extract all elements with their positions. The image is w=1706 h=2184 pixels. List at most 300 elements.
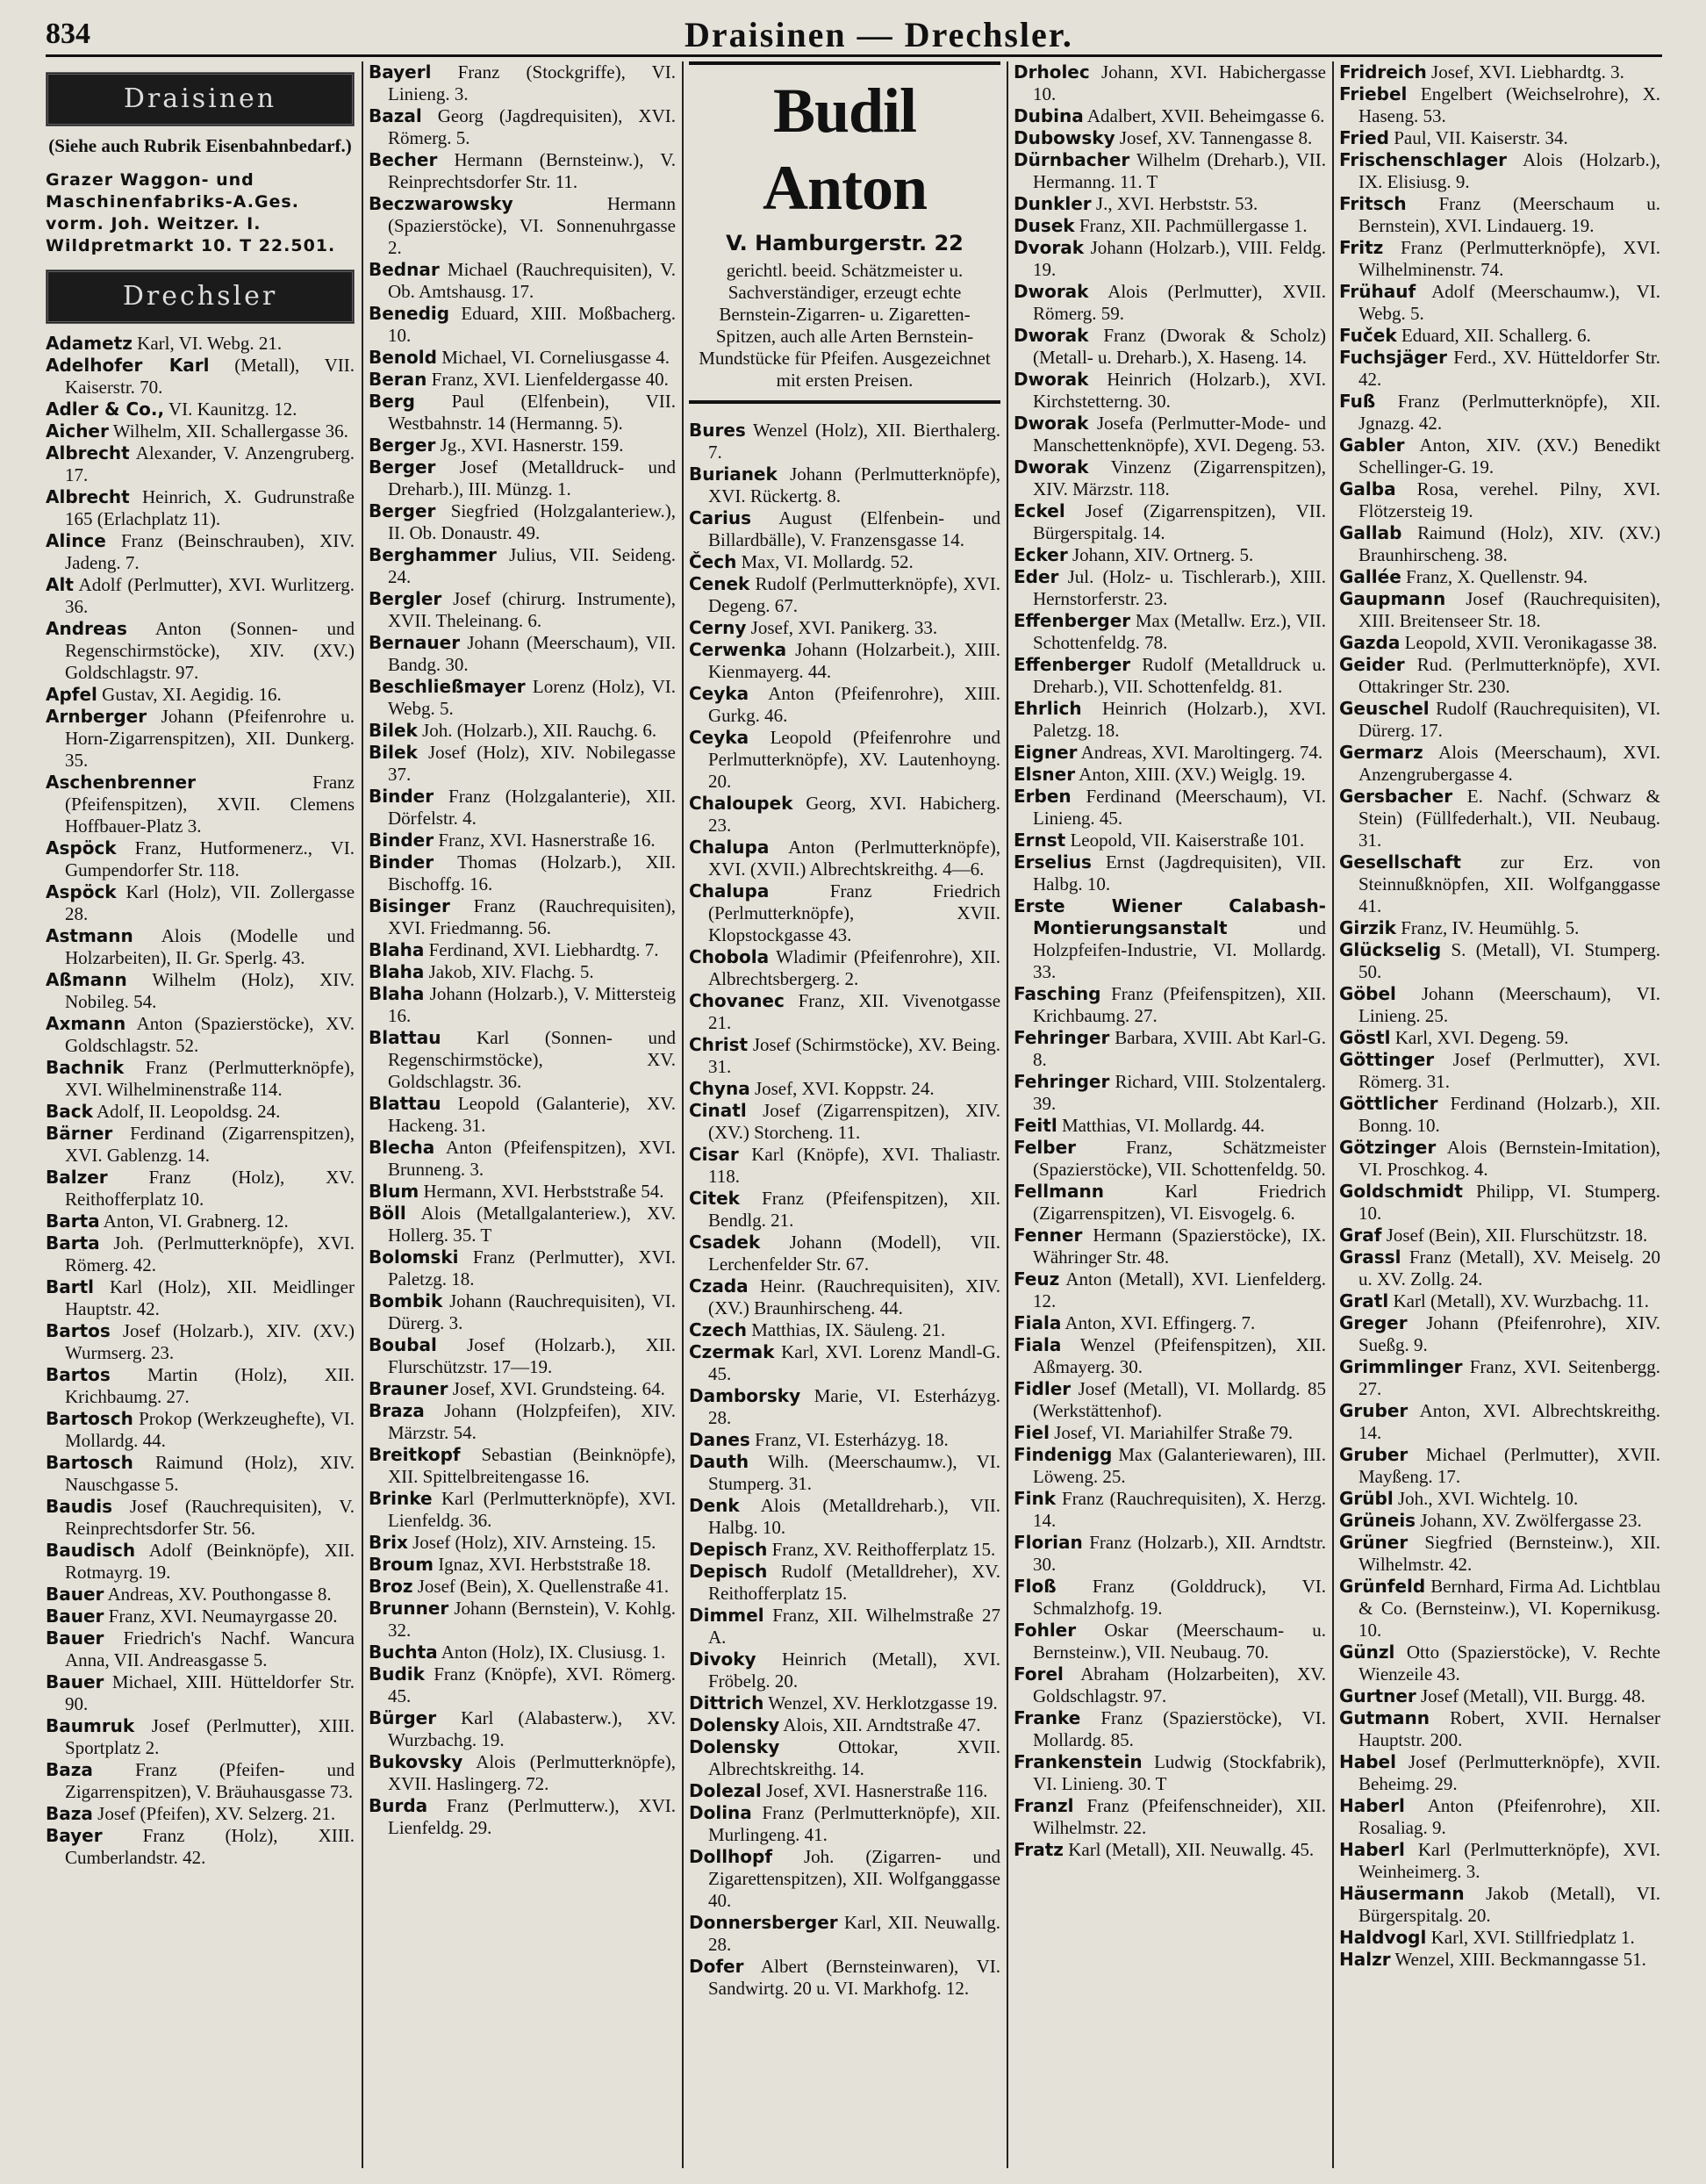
entry-details: Marie, VI. Esterházyg. 28. — [708, 1385, 1000, 1428]
entry-name: Arnberger — [46, 706, 147, 727]
entry-name: Grimmlinger — [1339, 1356, 1463, 1377]
entry-details: Franz, XVI. Seitenbergg. 27. — [1358, 1356, 1660, 1399]
entry-details: Siegfried (Bernsteinw.), XII. Wilhelmstr. 42. — [1358, 1532, 1660, 1575]
entry-details: Friedrich's Nachf. Wancura Anna, VII. Andreasgasse 5. — [65, 1627, 355, 1670]
directory-entry — [369, 1532, 676, 1554]
directory-entry — [46, 486, 355, 530]
directory-entry — [369, 259, 676, 303]
directory-entry — [369, 1093, 676, 1137]
entry-details: Josef (Bein), X. Quellenstraße 41. — [417, 1576, 670, 1597]
entry-name: Barta — [46, 1232, 100, 1254]
entry-name: Florian — [1014, 1532, 1083, 1553]
entry-name: Denk — [689, 1495, 740, 1516]
entry-details: Josef (Metall), VII. Burgg. 48. — [1421, 1685, 1645, 1706]
entry-name: Eigner — [1014, 742, 1078, 763]
entry-details: Lorenz (Holz), VI. Webg. 5. — [388, 676, 676, 719]
entry-name: Girzik — [1339, 917, 1396, 938]
entry-name: Geuschel — [1339, 698, 1430, 719]
entry-details: Wilhelm (Dreharb.), VII. Hermanng. 11. T — [1033, 149, 1326, 192]
directory-entry — [689, 420, 1000, 463]
entry-name: Alince — [46, 530, 106, 551]
entry-name: Brauner — [369, 1378, 448, 1399]
entry-name: Depisch — [689, 1561, 768, 1582]
entry-name: Göstl — [1339, 1027, 1391, 1048]
entry-name: Fried — [1339, 127, 1389, 148]
entry-details: Andreas, XVI. Maroltingerg. 74. — [1080, 742, 1323, 763]
entry-name: Citek — [689, 1188, 740, 1209]
entry-name: Dofer — [689, 1956, 744, 1977]
entry-name: Chalupa — [689, 837, 770, 858]
entry-details: Richard, VIII. Stolzentalerg. 39. — [1033, 1071, 1326, 1114]
entry-name: Bayerl — [369, 61, 432, 83]
directory-entry — [46, 1627, 355, 1671]
directory-entry — [1339, 1356, 1660, 1400]
directory-entry — [46, 1057, 355, 1101]
entry-details: Franz (Rauchrequisiten), XVI. Friedmanng. 56. — [388, 895, 676, 938]
entry-name: Aicher — [46, 420, 109, 442]
directory-entry — [689, 1275, 1000, 1319]
entry-name: Cinatl — [689, 1100, 747, 1121]
entry-details: Prokop (Werkzeughefte), VI. Mollardg. 44. — [65, 1408, 355, 1451]
entry-name: Ehrlich — [1014, 698, 1082, 719]
directory-entry — [46, 969, 355, 1013]
entry-details: Karl Friedrich (Zigarrenspitzen), VI. Eisvogelg. 6. — [1033, 1181, 1326, 1224]
entry-name: Czada — [689, 1275, 749, 1297]
entry-details: Anton (Pfeifenrohre), XIII. Gurkg. 46. — [708, 683, 1000, 726]
entry-details: Josef (Perlmutter), XVI. Römerg. 31. — [1358, 1049, 1660, 1092]
entry-details: Anton, XVI. Effingerg. 7. — [1064, 1312, 1256, 1333]
entry-details: Wenzel (Holz), XII. Bierthalerg. 7. — [708, 420, 1000, 463]
entry-details: Philipp, VI. Stumperg. 10. — [1358, 1181, 1660, 1224]
entry-name: Grüneis — [1339, 1510, 1416, 1531]
entry-details: Josef (Metalldruck- und Dreharb.), III. Münzg. 1. — [388, 456, 676, 499]
entry-details: Heinr. (Rauchrequisiten), XIV. (XV.) Braunhirscheng. 44. — [708, 1275, 1000, 1318]
entry-name: Bauer — [46, 1627, 104, 1649]
entry-name: Grüner — [1339, 1532, 1409, 1553]
entry-details: Franz, XII. Wilhelmstraße 27 A. — [708, 1605, 1000, 1648]
entry-name: Czech — [689, 1319, 747, 1340]
entry-details: Matthias, VI. Mollardg. 44. — [1061, 1115, 1265, 1136]
entry-details: Anton (Sonnen- und Regenschirmstöcke), XIV. (XV.) Goldschlagstr. 97. — [65, 618, 355, 683]
entry-details: Heinrich, X. Gudrunstraße 165 (Erlachplatz 11). — [65, 486, 355, 529]
directory-entry — [369, 347, 676, 369]
entry-details: Alois (Metallgalanteriew.), XV. Hollerg. 35. T — [388, 1203, 676, 1246]
entry-details: Hermann (Spazierstöcke), VI. Sonnenuhrgasse 2. — [388, 193, 676, 258]
entry-details: Franz (Knöpfe), XVI. Römerg. 45. — [388, 1663, 676, 1706]
entry-name: Dollhopf — [689, 1846, 773, 1867]
entry-name: Glückselig — [1339, 939, 1442, 960]
entry-name: Fellmann — [1014, 1181, 1104, 1202]
entry-details: Eduard, XIII. Moßbacherg. 10. — [388, 303, 676, 346]
entry-name: Ceyka — [689, 727, 749, 748]
entry-details: Franz (Holz), XIII. Cumberlandstr. 42. — [65, 1825, 355, 1868]
directory-entry — [1339, 1400, 1660, 1444]
entry-details: Josef (Holz), XIV. Nobilegasse 37. — [388, 742, 676, 785]
directory-entry — [46, 1320, 355, 1364]
directory-entry — [689, 1188, 1000, 1232]
directory-entry — [689, 639, 1000, 683]
directory-entry — [369, 742, 676, 786]
entry-details: Karl, XVI. Stillfriedplatz 1. — [1430, 1927, 1635, 1948]
entry-name: Barta — [46, 1211, 100, 1232]
directory-entry — [1339, 1137, 1660, 1181]
entry-details: Karl (Holz), VII. Zollergasse 28. — [65, 881, 355, 924]
entry-details: Rudolf (Perlmutterknöpfe), XVI. Degeng. 67. — [708, 573, 1000, 616]
directory-entry — [1339, 1049, 1660, 1093]
directory-entry — [369, 676, 676, 720]
entry-details: Heinrich (Holzarb.), XVI. Kirchstetterng. 30. — [1033, 369, 1326, 412]
entry-name: Cerwenka — [689, 639, 787, 660]
directory-entry — [369, 720, 676, 742]
directory-entry — [46, 1211, 355, 1232]
entry-name: Gruber — [1339, 1400, 1409, 1421]
directory-entry — [1339, 1290, 1660, 1312]
entry-details: Franz (Pfeifenspitzen), XII. Bendlg. 21. — [708, 1188, 1000, 1231]
directory-entry — [46, 1496, 355, 1540]
entry-details: Franz (Meerschaum u. Bernstein), XVI. Lindauerg. 19. — [1358, 193, 1660, 236]
entry-name: Andreas — [46, 618, 127, 639]
directory-entry — [46, 1825, 355, 1869]
directory-entry — [1014, 698, 1326, 742]
entry-details: Adolf, II. Leopoldsg. 24. — [97, 1101, 281, 1122]
entry-details: Adolf (Meerschaumw.), VI. Webg. 5. — [1358, 281, 1660, 324]
directory-entry — [1014, 1663, 1326, 1707]
entry-details: Raimund (Holz), XIV. Nauschgasse 5. — [65, 1452, 355, 1495]
entry-name: Chalupa — [689, 880, 770, 902]
directory-entry — [1339, 149, 1660, 193]
entry-name: Berghammer — [369, 544, 497, 565]
entry-name: Erben — [1014, 786, 1072, 807]
entry-name: Dunkler — [1014, 193, 1092, 214]
directory-entry — [1014, 764, 1326, 786]
directory-entry — [369, 895, 676, 939]
entry-details: Rud. (Perlmutterknöpfe), XVI. Ottakringer Str. 230. — [1358, 654, 1660, 697]
entry-details: Johann, XVI. Habichergasse 10. — [1033, 61, 1326, 104]
entry-details: Franz (Perlmutterw.), XVI. Lienfeldg. 29. — [388, 1795, 676, 1838]
entry-name: Blaha — [369, 939, 425, 960]
entry-name: Dolensky — [689, 1736, 780, 1757]
entry-details: Julius, VII. Seideng. 24. — [388, 544, 676, 587]
entry-name: Aßmann — [46, 969, 127, 990]
entry-name: Aspöck — [46, 837, 117, 859]
entry-name: Brinke — [369, 1488, 433, 1509]
directory-entry — [369, 391, 676, 435]
ad-company-name: Budil Anton — [762, 75, 928, 223]
entry-details: Karl (Sonnen- und Regenschirmstöcke), XV. Goldschlagstr. 36. — [388, 1027, 676, 1092]
entry-details: Joh. (Perlmutterknöpfe), XVI. Römerg. 42. — [65, 1232, 355, 1275]
entry-name: Feitl — [1014, 1115, 1057, 1136]
directory-entry — [1339, 1883, 1660, 1927]
entry-name: Bilek — [369, 720, 418, 741]
entry-name: Chaloupek — [689, 793, 793, 814]
entry-name: Göttlicher — [1339, 1093, 1438, 1114]
entry-details: Hermann (Bernsteinw.), V. Reinprechtsdorfer Str. 11. — [388, 149, 676, 192]
entry-name: Frühauf — [1339, 281, 1416, 302]
header-rule — [46, 54, 1662, 57]
directory-entry — [46, 1276, 355, 1320]
entry-details: Johann (Bernstein), V. Kohlg. 32. — [388, 1598, 676, 1641]
directory-entry — [1339, 522, 1660, 566]
entry-details: Ernst (Jagdrequisiten), VII. Halbg. 10. — [1033, 851, 1326, 894]
entry-details: Max (Galanteriewaren), III. Löweng. 25. — [1033, 1444, 1326, 1487]
directory-entry — [689, 1319, 1000, 1341]
entry-name: Boubal — [369, 1334, 437, 1355]
directory-entry — [1014, 61, 1326, 105]
entry-details: Josef (Holz), XIV. Arnsteing. 15. — [412, 1532, 656, 1553]
entry-name: Baza — [46, 1759, 93, 1780]
column-1 — [46, 61, 355, 2168]
entry-name: Blecha — [369, 1137, 435, 1158]
entry-details: Josef (Rauchrequisiten), V. Reinprechtsdorfer Str. 56. — [65, 1496, 355, 1539]
directory-entry — [369, 786, 676, 830]
entry-name: Forel — [1014, 1663, 1064, 1685]
directory-entry — [369, 1137, 676, 1181]
directory-entry — [1339, 983, 1660, 1027]
entry-details: Karl (Holz), XII. Meidlinger Hauptstr. 42. — [65, 1276, 355, 1319]
directory-entry — [46, 1123, 355, 1167]
directory-entry — [1339, 193, 1660, 237]
entry-name: Blum — [369, 1181, 419, 1202]
entry-name: Bednar — [369, 259, 440, 280]
section-heading-drechsler: Drechsler — [46, 269, 355, 324]
entry-name: Grünfeld — [1339, 1576, 1426, 1597]
entry-details: Jakob (Metall), VI. Bürgerspitalg. 20. — [1358, 1883, 1660, 1926]
directory-entry — [689, 573, 1000, 617]
entry-name: Halzr — [1339, 1949, 1391, 1970]
entry-details: Wenzel (Pfeifenspitzen), XII. Aßmayerg. 30. — [1033, 1334, 1326, 1377]
entry-name: Dusek — [1014, 215, 1075, 236]
entry-details: Hermann (Spazierstöcke), IX. Währinger Str. 48. — [1033, 1225, 1326, 1268]
entry-name: Fasching — [1014, 983, 1101, 1004]
entry-name: Dolezal — [689, 1780, 762, 1801]
directory-entry — [1339, 237, 1660, 281]
entry-name: Depisch — [689, 1539, 768, 1560]
entry-details: Josef (Pfeifen), XV. Selzerg. 21. — [97, 1803, 336, 1824]
entry-name: Eder — [1014, 566, 1059, 587]
directory-entry — [46, 1101, 355, 1123]
directory-entry — [689, 683, 1000, 727]
entry-name: Friebel — [1339, 83, 1408, 104]
entry-details: Karl (Alabasterw.), XV. Wurzbachg. 19. — [388, 1707, 676, 1750]
entry-details: Robert, XVII. Hernalser Hauptstr. 200. — [1358, 1707, 1660, 1750]
directory-entry — [1339, 478, 1660, 522]
entry-list — [1014, 61, 1326, 1861]
entry-name: Ecker — [1014, 544, 1068, 565]
entry-name: Göbel — [1339, 983, 1396, 1004]
directory-entry — [369, 500, 676, 544]
entry-details: Karl (Metall), XV. Wurzbachg. 11. — [1393, 1290, 1649, 1311]
directory-entry — [1339, 1510, 1660, 1532]
entry-name: Bernauer — [369, 632, 461, 653]
directory-entry — [689, 1144, 1000, 1188]
entry-details: Franz (Perlmutterknöpfe), XII. Murlingeng. 41. — [708, 1802, 1000, 1845]
entry-details: Josef (Zigarrenspitzen), VII. Bürgerspitalg. 14. — [1033, 500, 1326, 543]
entry-name: Bauer — [46, 1606, 104, 1627]
entry-details: zur Erz. von Steinnußknöpfen, XII. Wolfganggasse 41. — [1358, 851, 1660, 916]
ad-address: V. Hamburgerstr. 22 — [726, 231, 964, 255]
entry-details: Johann (Meerschaum), VI. Linieng. 25. — [1358, 983, 1660, 1026]
directory-entry — [1014, 215, 1326, 237]
directory-entry — [1014, 1027, 1326, 1071]
column-divider — [682, 61, 684, 2168]
column-divider — [1332, 61, 1334, 2168]
directory-entry — [46, 1540, 355, 1584]
entry-details: Jul. (Holz- u. Tischlerarb.), XIII. Hernstorferstr. 23. — [1033, 566, 1326, 609]
entry-details: Georg, XVI. Habicherg. 23. — [708, 793, 1000, 836]
entry-name: Fehringer — [1014, 1071, 1110, 1092]
directory-entry — [1014, 1620, 1326, 1663]
entry-details: Ferdinand, XVI. Liebhardtg. 7. — [428, 939, 659, 960]
entry-name: Bures — [689, 420, 746, 441]
directory-entry — [1339, 1751, 1660, 1795]
entry-name: Balzer — [46, 1167, 108, 1188]
directory-entry — [1014, 786, 1326, 830]
entry-details: Alexander, V. Anzengruberg. 17. — [65, 442, 355, 485]
entry-list — [369, 61, 676, 1839]
directory-entry — [1339, 1312, 1660, 1356]
directory-entry — [46, 1584, 355, 1606]
entry-name: Divoky — [689, 1649, 756, 1670]
entry-details: Anton (Pfeifenspitzen), XVI. Brunneng. 3. — [388, 1137, 676, 1180]
entry-details: J., XVI. Herbststr. 53. — [1095, 193, 1258, 214]
directory-entry — [46, 881, 355, 925]
directory-entry — [1339, 566, 1660, 588]
directory-entry — [46, 399, 355, 420]
directory-entry — [1014, 1707, 1326, 1751]
entry-details: Ferdinand (Holzarb.), XII. Bonng. 10. — [1358, 1093, 1660, 1136]
entry-name: Blaha — [369, 961, 425, 982]
entry-details: Franz (Perlmutterknöpfe), XVI. Wilhelminenstr. 74. — [1358, 237, 1660, 280]
entry-name: Dolensky — [689, 1714, 780, 1735]
directory-entry — [369, 1378, 676, 1400]
entry-name: Goldschmidt — [1339, 1181, 1463, 1202]
entry-details: Josef, VI. Mariahilfer Straße 79. — [1054, 1422, 1294, 1443]
entry-details: Josef (Holzarb.), XIV. (XV.) Wurmserg. 23. — [65, 1320, 355, 1363]
directory-entry — [1014, 1312, 1326, 1334]
entry-name: Fritsch — [1339, 193, 1407, 214]
directory-entry — [1014, 610, 1326, 654]
entry-details: Josef (Perlmutter), XIII. Sportplatz 2. — [65, 1715, 355, 1758]
directory-entry — [1339, 1795, 1660, 1839]
entry-details: Franz Friedrich (Perlmutterknöpfe), XVII. Klopstockgasse 43. — [708, 880, 1000, 945]
entry-name: Berg — [369, 391, 415, 412]
entry-details: Rosa, verehel. Pilny, XVI. Flötzersteig 19. — [1358, 478, 1660, 521]
entry-details: Johann, XV. Zwölfergasse 23. — [1420, 1510, 1642, 1531]
entry-name: Bachnik — [46, 1057, 125, 1078]
entry-name: Blattau — [369, 1027, 441, 1048]
directory-entry — [1339, 1642, 1660, 1685]
directory-entry — [1014, 742, 1326, 764]
entry-details: Anton (Spazierstöcke), XV. Goldschlagstr. 52. — [65, 1013, 355, 1056]
directory-entry — [689, 880, 1000, 946]
entry-name: Fiel — [1014, 1422, 1050, 1443]
directory-entry — [689, 1034, 1000, 1078]
entry-name: Chovanec — [689, 990, 785, 1011]
entry-name: Bauer — [46, 1584, 104, 1605]
entry-details: Karl (Perlmutterknöpfe), XVI. Lienfeldg. 36. — [388, 1488, 676, 1531]
directory-entry — [1014, 1751, 1326, 1795]
entry-name: Blaha — [369, 983, 425, 1004]
directory-entry — [46, 1013, 355, 1057]
entry-details: und Holzpfeifen-Industrie, VI. Mollardg. 33. — [1033, 917, 1326, 982]
entry-name: Benold — [369, 347, 437, 368]
directory-entry — [1014, 1422, 1326, 1444]
directory-entry — [689, 507, 1000, 551]
directory-entry — [1014, 1334, 1326, 1378]
entry-name: Dürnbacher — [1014, 149, 1130, 170]
entry-name: Alt — [46, 574, 74, 595]
entry-name: Cisar — [689, 1144, 739, 1165]
directory-entry — [46, 772, 355, 837]
entry-details: Anton (Perlmutterknöpfe), XVI. (XVII.) Albrechtskreithg. 4—6. — [708, 837, 1000, 880]
directory-entry — [1339, 1246, 1660, 1290]
entry-name: Cerny — [689, 617, 747, 638]
directory-entry — [1014, 1839, 1326, 1861]
entry-details: Rudolf (Metalldruck u. Dreharb.), VII. Schottenfeldg. 81. — [1033, 654, 1326, 697]
entry-name: Astmann — [46, 925, 133, 946]
directory-entry — [1014, 105, 1326, 127]
entry-details: Franz (Pfeifenspitzen), XII. Krichbaumg. 27. — [1033, 983, 1326, 1026]
page-title: Draisinen — Drechsler. — [685, 15, 1073, 54]
directory-entry — [369, 1707, 676, 1751]
entry-details: Adalbert, XVII. Beheimgasse 6. — [1086, 105, 1325, 126]
entry-name: Gabler — [1339, 435, 1405, 456]
entry-details: Franz, Hutformenerz., VI. Gumpendorfer Str. 118. — [65, 837, 355, 880]
entry-name: Erste Wiener Calabash-Montierungsanstalt — [1014, 895, 1326, 938]
entry-name: Binder — [369, 851, 434, 873]
directory-entry — [46, 1606, 355, 1627]
entry-details: Johann (Modell), VII. Lerchenfelder Str. 67. — [708, 1232, 1000, 1275]
entry-details: Karl (Knöpfe), XVI. Thaliastr. 118. — [708, 1144, 1000, 1187]
entry-details: VI. Kaunitzg. 12. — [168, 399, 297, 420]
entry-details: Thomas (Holzarb.), XII. Bischoffg. 16. — [388, 851, 676, 894]
entry-name: Günzl — [1339, 1642, 1395, 1663]
entry-name: Brunner — [369, 1598, 449, 1619]
entry-name: Grübl — [1339, 1488, 1394, 1509]
entry-details: Josefa (Perlmutter-Mode- und Manschettenknöpfe), XVI. Degeng. 53. — [1033, 413, 1326, 456]
entry-details: Ludwig (Stockfabrik), VI. Linieng. 30. T — [1033, 1751, 1326, 1794]
directory-entry — [1339, 1093, 1660, 1137]
entry-name: Christ — [689, 1034, 749, 1055]
entry-name: Graf — [1339, 1225, 1382, 1246]
entry-details: Karl (Metall), XII. Neuwallg. 45. — [1068, 1839, 1315, 1860]
entry-details: Johann (Rauchrequisiten), VI. Dürerg. 3. — [388, 1290, 676, 1333]
entry-details: Michael (Rauchrequisiten), V. Ob. Amtshausg. 17. — [388, 259, 676, 302]
column-3 — [689, 61, 1000, 2168]
directory-entry — [689, 946, 1000, 990]
entry-name: Fridreich — [1339, 61, 1427, 83]
directory-entry — [1014, 830, 1326, 851]
entry-details: Raimund (Holz), XIV. (XV.) Braunhirscheng. 38. — [1358, 522, 1660, 565]
entry-name: Gallab — [1339, 522, 1402, 543]
directory-entry — [1339, 1949, 1660, 1971]
entry-name: Danes — [689, 1429, 750, 1450]
directory-entry — [689, 1429, 1000, 1451]
directory-entry — [46, 618, 355, 684]
entry-details: Johann (Pfeifenrohre), XIV. Sueßg. 9. — [1358, 1312, 1660, 1355]
directory-entry — [1339, 325, 1660, 347]
entry-details: Franz (Holzarb.), XII. Arndtstr. 30. — [1033, 1532, 1326, 1575]
directory-entry — [369, 1576, 676, 1598]
entry-details: Johann (Meerschaum), VII. Bandg. 30. — [388, 632, 676, 675]
directory-entry — [369, 193, 676, 259]
column-5 — [1339, 61, 1660, 2168]
entry-name: Göttinger — [1339, 1049, 1435, 1070]
entry-details: Josef (Rauchrequisiten), XIII. Breitenseer Str. 18. — [1358, 588, 1660, 631]
directory-entry — [369, 851, 676, 895]
directory-entry — [369, 435, 676, 456]
directory-entry — [46, 837, 355, 881]
